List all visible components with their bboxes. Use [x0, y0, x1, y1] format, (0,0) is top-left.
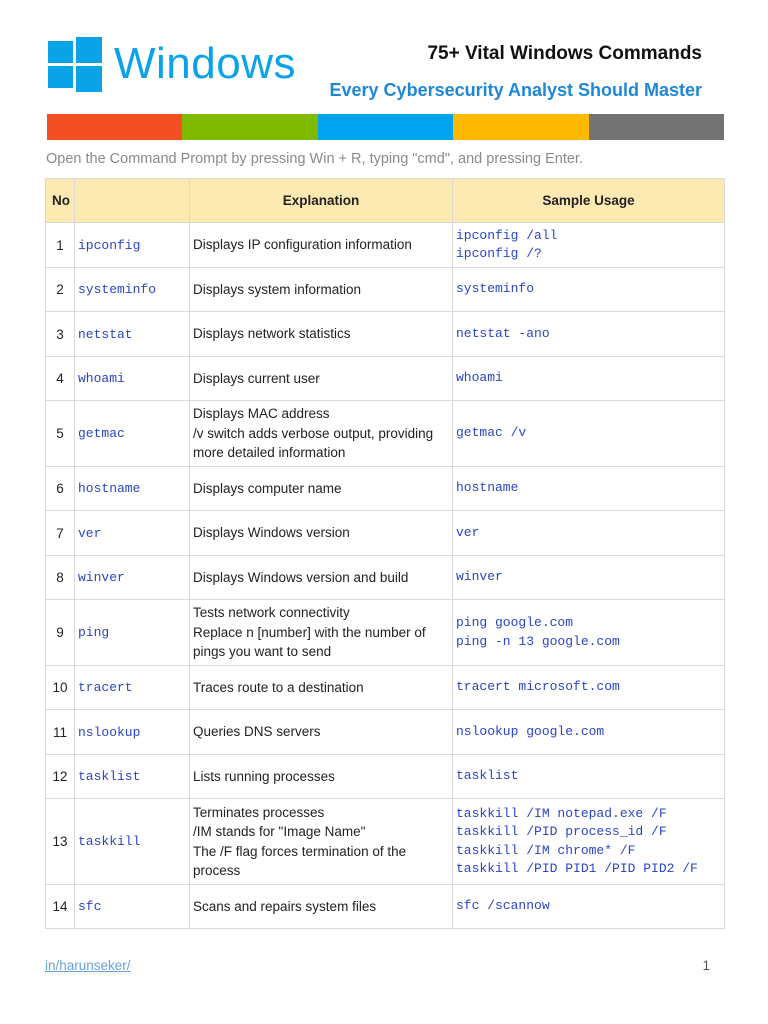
table-row — [46, 666, 725, 710]
command-explanation — [190, 511, 453, 556]
sample-usage — [453, 556, 725, 600]
color-stripe-orange — [47, 114, 182, 140]
sample-usage — [453, 885, 725, 929]
header-no: No — [46, 179, 75, 223]
usage-line: whoami — [456, 370, 503, 386]
sample-usage — [453, 401, 725, 467]
command-name: getmac — [75, 401, 190, 467]
command-name: systeminfo — [75, 268, 190, 312]
usage-line: hostname — [456, 480, 519, 496]
explanation-line: Lists running processes — [193, 768, 335, 784]
table-row — [46, 223, 725, 268]
usage-line: winver — [456, 569, 503, 585]
sample-usage — [453, 357, 725, 401]
table-row — [46, 511, 725, 556]
color-stripe-blue — [318, 114, 453, 140]
explanation-line: Displays system information — [193, 281, 362, 297]
explanation-line: Displays network statistics — [193, 326, 351, 342]
command-name: nslookup — [75, 710, 190, 755]
windows-logo — [48, 37, 296, 91]
sample-usage — [453, 666, 725, 710]
header-sample-usage: Sample Usage — [453, 179, 725, 223]
table-row — [46, 600, 725, 666]
command-name: tracert — [75, 666, 190, 710]
usage-line: ver — [456, 524, 480, 540]
color-stripe-yellow — [453, 114, 588, 140]
usage-line: tasklist — [456, 768, 519, 784]
sample-usage — [453, 223, 725, 268]
commands-table — [45, 178, 725, 929]
command-name: hostname — [75, 467, 190, 511]
explanation-line: The /F flag forces termination of the process — [193, 843, 407, 878]
color-stripe-gray — [589, 114, 724, 140]
table-row — [46, 755, 725, 799]
sample-usage — [453, 312, 725, 357]
explanation-line: Replace n [number] with the number of pings you want to send — [193, 624, 426, 660]
logo-wordmark: Windows — [114, 39, 296, 88]
explanation-line: Queries DNS servers — [193, 724, 321, 740]
usage-line: systeminfo — [456, 281, 535, 297]
explanation-line: Displays MAC address — [193, 406, 330, 422]
windows-flag-icon — [48, 37, 102, 91]
page-title: 75+ Vital Windows Commands — [427, 43, 702, 64]
table-header-row — [46, 179, 725, 223]
command-name: winver — [75, 556, 190, 600]
explanation-line: Tests network connectivity — [193, 605, 350, 621]
usage-line: nslookup google.com — [456, 723, 605, 739]
explanation-line: /IM stands for "Image Name" — [193, 824, 366, 839]
table-row — [46, 312, 725, 357]
usage-line: tracert microsoft.com — [456, 679, 620, 695]
command-name: tasklist — [75, 755, 190, 799]
table-row — [46, 401, 725, 467]
row-number: 13 — [46, 799, 75, 885]
command-explanation — [190, 666, 453, 710]
header-explanation: Explanation — [190, 179, 453, 223]
usage-line: ping google.com — [456, 615, 574, 630]
intro-text: Open the Command Prompt by pressing Win + R, typing "cmd", and pressing Enter. — [46, 151, 583, 167]
explanation-line: Traces route to a destination — [193, 679, 364, 695]
usage-line: sfc /scannow — [456, 898, 550, 914]
row-number: 7 — [46, 511, 75, 556]
sample-usage — [453, 511, 725, 556]
command-explanation — [190, 357, 453, 401]
usage-line: ping -n 13 google.com — [456, 633, 620, 649]
usage-line: taskkill /PID process_id /F — [456, 824, 667, 839]
row-number: 10 — [46, 666, 75, 710]
row-number: 5 — [46, 401, 75, 467]
command-name: ipconfig — [75, 223, 190, 268]
row-number: 2 — [46, 268, 75, 312]
row-number: 3 — [46, 312, 75, 357]
usage-line: getmac /v — [456, 425, 527, 441]
command-name: ver — [75, 511, 190, 556]
explanation-line: Displays Windows version — [193, 525, 350, 541]
table-row — [46, 268, 725, 312]
command-explanation — [190, 755, 453, 799]
table-row — [46, 710, 725, 755]
sample-usage — [453, 268, 725, 312]
command-name: netstat — [75, 312, 190, 357]
document-header — [0, 0, 768, 112]
table-row — [46, 885, 725, 929]
explanation-line: Terminates processes — [193, 804, 325, 820]
row-number: 14 — [46, 885, 75, 929]
row-number: 8 — [46, 556, 75, 600]
command-explanation — [190, 600, 453, 666]
usage-line: ipconfig /all — [456, 227, 558, 243]
usage-line: taskkill /IM notepad.exe /F — [456, 805, 667, 821]
command-explanation — [190, 401, 453, 467]
sample-usage — [453, 755, 725, 799]
row-number: 6 — [46, 467, 75, 511]
explanation-line: Displays computer name — [193, 480, 342, 496]
usage-line: taskkill /IM chrome* /F — [456, 842, 636, 858]
sample-usage — [453, 710, 725, 755]
explanation-line: /v switch adds verbose output, providing more detailed information — [193, 425, 434, 461]
explanation-line: Displays Windows version and build — [193, 569, 409, 585]
command-explanation — [190, 268, 453, 312]
row-number: 12 — [46, 755, 75, 799]
page-subtitle: Every Cybersecurity Analyst Should Master — [329, 80, 702, 100]
row-number: 1 — [46, 223, 75, 268]
command-name: ping — [75, 600, 190, 666]
table-row — [46, 357, 725, 401]
sample-usage — [453, 467, 725, 511]
row-number: 4 — [46, 357, 75, 401]
command-name: taskkill — [75, 799, 190, 885]
color-stripe-green — [182, 114, 317, 140]
usage-line: taskkill /PID PID1 /PID PID2 /F — [456, 861, 698, 876]
table-row — [46, 556, 725, 600]
row-number: 11 — [46, 710, 75, 755]
command-explanation — [190, 710, 453, 755]
table-row — [46, 467, 725, 511]
command-explanation — [190, 312, 453, 357]
explanation-line: Displays IP configuration information — [193, 237, 412, 253]
table-row — [46, 799, 725, 885]
sample-usage — [453, 799, 725, 885]
row-number: 9 — [46, 600, 75, 666]
header-command — [75, 179, 190, 223]
profile-link[interactable]: in/harunseker/ — [45, 958, 131, 973]
command-explanation — [190, 556, 453, 600]
sample-usage — [453, 600, 725, 666]
command-explanation — [190, 799, 453, 885]
color-stripe — [47, 114, 724, 140]
explanation-line: Displays current user — [193, 370, 320, 386]
usage-line: netstat -ano — [456, 325, 550, 341]
page-number: 1 — [702, 958, 710, 973]
command-explanation — [190, 223, 453, 268]
command-explanation — [190, 885, 453, 929]
command-name: whoami — [75, 357, 190, 401]
command-explanation — [190, 467, 453, 511]
command-name: sfc — [75, 885, 190, 929]
usage-line: ipconfig /? — [456, 246, 542, 261]
explanation-line: Scans and repairs system files — [193, 898, 377, 914]
